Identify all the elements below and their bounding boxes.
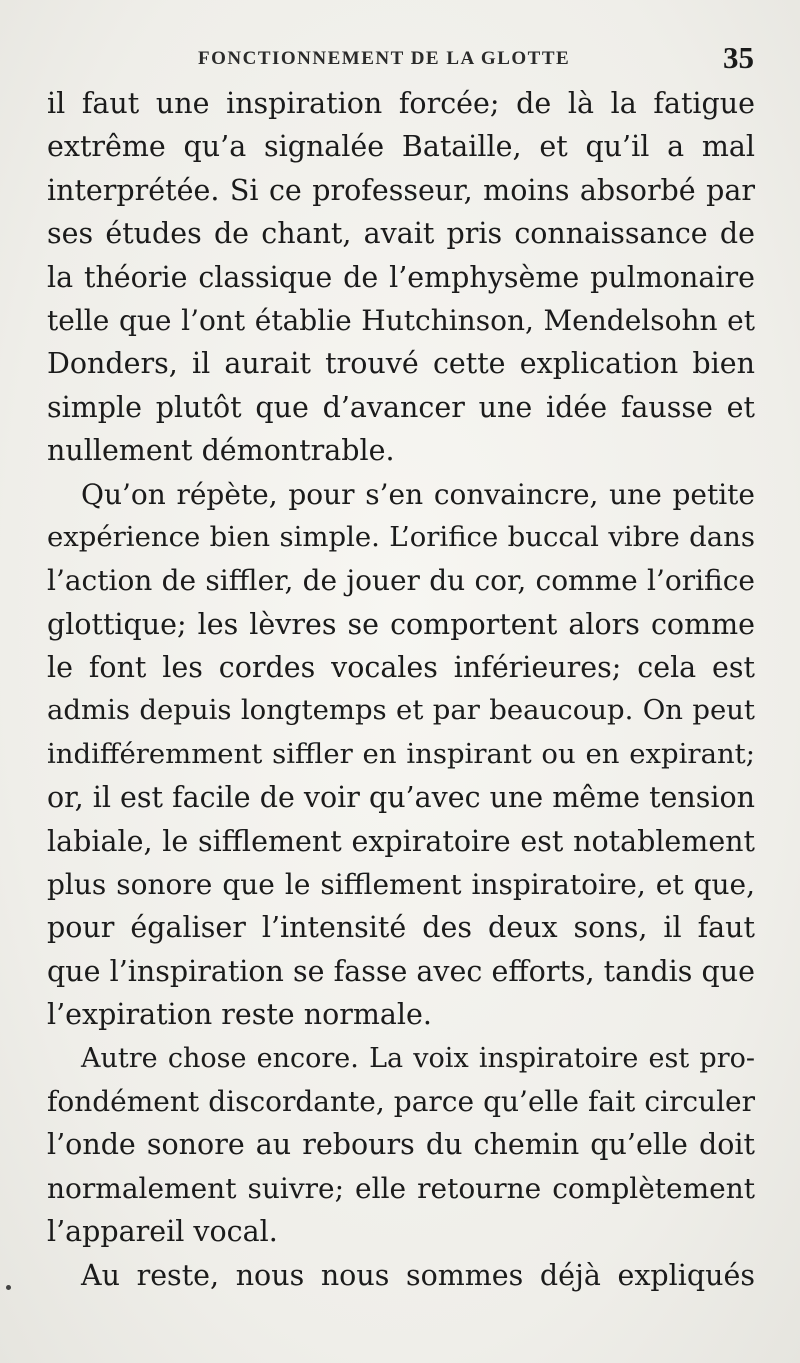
- paragraph-first-line: Autre chose encore. La voix inspiratoire est pro-: [81, 1042, 755, 1074]
- page-header: [0, 40, 800, 80]
- paragraph-first-line: Qu’on répète, pour s’en convaincre, une petite: [81, 477, 755, 511]
- text-line: l’onde sonore au rebours du chemin qu’elle doit: [47, 1128, 755, 1162]
- text-line: simple plutôt que d’avancer une idée fausse et: [47, 390, 755, 424]
- body-text: [47, 82, 755, 1297]
- text-line: Donders, il aurait trouvé cette explication bien: [47, 347, 755, 381]
- text-line: l’action de siffler, de jouer du cor, comme l’orifice: [47, 564, 755, 598]
- text-line: l’appareil vocal.: [47, 1215, 278, 1249]
- text-line: or, il est facile de voir qu’avec une même tension: [47, 781, 755, 815]
- text-line: que l’inspiration se fasse avec efforts, tandis que: [47, 954, 755, 988]
- running-head: FONCTIONNEMENT DE LA GLOTTE: [198, 48, 571, 69]
- page-number: 35: [723, 40, 754, 75]
- text-line: indifféremment siffler en inspirant ou en expirant;: [47, 737, 755, 770]
- text-line: fondément discordante, parce qu’elle fait circuler: [47, 1084, 755, 1118]
- text-line: l’expiration reste normale.: [47, 998, 432, 1032]
- text-line: glottique; les lèvres se comportent alors comme: [47, 607, 755, 641]
- ink-speck: [6, 1285, 11, 1290]
- text-line: le font les cordes vocales inférieures; cela est: [47, 651, 755, 685]
- text-line: il faut une inspiration forcée; de là la fatigue: [47, 87, 755, 120]
- text-line: expérience bien simple. L’orifice buccal vibre dans: [47, 520, 755, 553]
- text-line: la théorie classique de l’emphysème pulmonaire: [47, 260, 755, 294]
- text-line: admis depuis longtemps et par beaucoup. On peut: [47, 694, 755, 727]
- text-line: pour égaliser l’intensité des deux sons, il faut: [47, 911, 755, 945]
- text-line: interprétée. Si ce professeur, moins absorbé par: [47, 173, 755, 207]
- text-line: normalement suivre; elle retourne complètement: [47, 1171, 755, 1205]
- text-line: extrême qu’a signalée Bataille, et qu’il a mal: [47, 130, 755, 164]
- text-line: ses études de chant, avait pris connaissance de: [47, 217, 755, 251]
- text-line: nullement démontrable.: [47, 434, 395, 468]
- text-line: plus sonore que le sifflement inspiratoire, et que,: [47, 868, 755, 902]
- text-line: labiale, le sifflement expiratoire est notablement: [47, 824, 755, 858]
- text-line: telle que l’ont établie Hutchinson, Mendelsohn et: [47, 303, 755, 337]
- paragraph-first-line: Au reste, nous nous sommes déjà expliqués: [81, 1258, 755, 1292]
